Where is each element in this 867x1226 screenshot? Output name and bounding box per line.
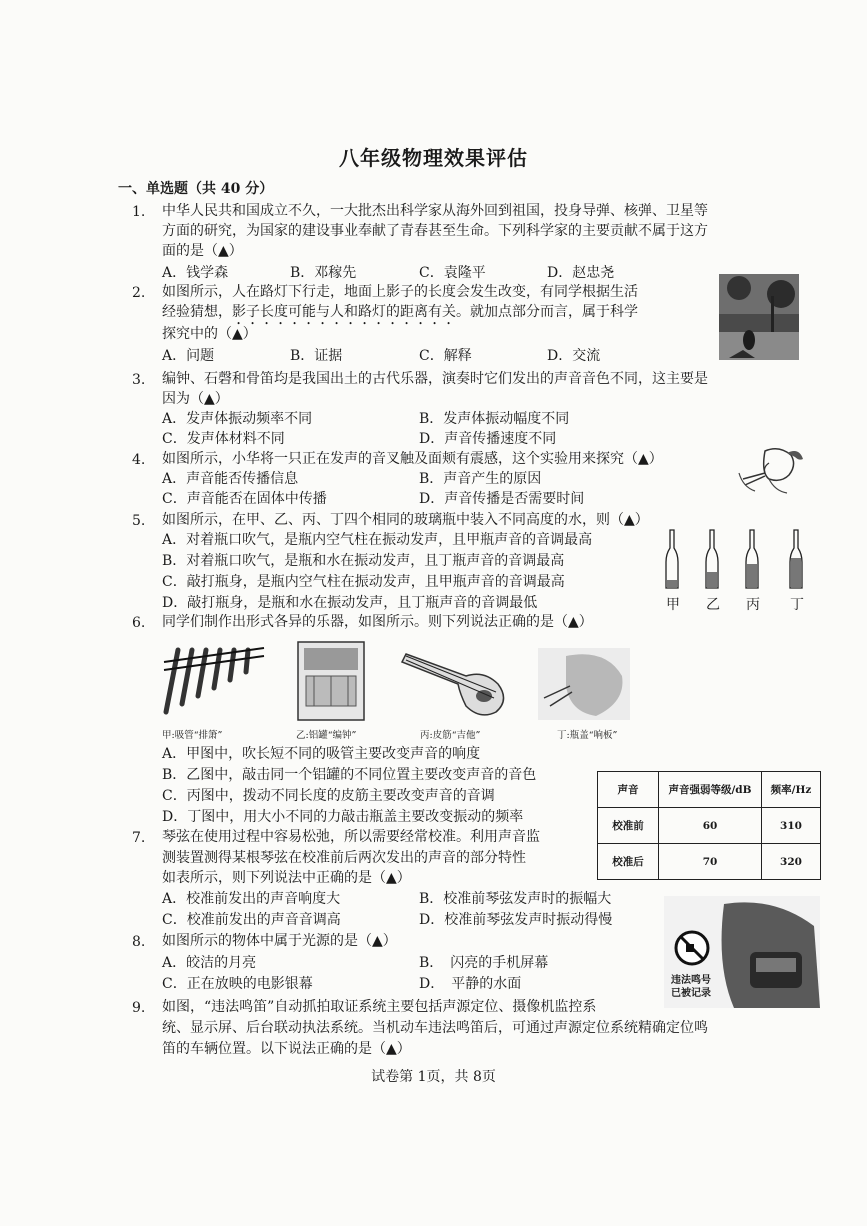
table-header: 频率/Hz	[762, 772, 821, 808]
q8-line-1: 如图所示的物体中属于光源的是（▲）	[162, 933, 397, 949]
q2-option-a: A．问题	[162, 348, 215, 364]
bottle-label-yi: 乙	[706, 597, 720, 613]
q1-line-3: 面的是（▲）	[162, 243, 243, 259]
q5-option-b: B．对着瓶口吹气，是瓶和水在振动发声，且丁瓶声音的音调最高	[162, 553, 565, 569]
q6-line-1: 同学们制作出形式各异的乐器，如图所示。则下列说法正确的是（▲）	[162, 614, 593, 630]
q7-option-d: D．校准前琴弦发声时振动得慢	[419, 912, 613, 928]
q6-number: 6.	[132, 615, 146, 631]
q8-option-a: A．皎洁的月亮	[162, 955, 257, 971]
q7-line-3: 如表所示，则下列说法中正确的是（▲）	[162, 870, 411, 886]
q2-number: 2.	[132, 285, 146, 301]
rubber-band-guitar-image	[400, 640, 512, 722]
q3-line-2: 因为（▲）	[162, 391, 229, 407]
q2-option-c: C．解释	[419, 348, 472, 364]
q7-option-c: C．校准前发出的声音音调高	[162, 912, 341, 928]
sign-text-line-2: 已被记录	[671, 988, 711, 999]
q3-line-1: 编钟、石磬和骨笛均是我国出土的古代乐器，演奏时它们发出的声音音色不同，这主要是	[162, 371, 708, 387]
q5-option-d: D．敲打瓶身，是瓶和水在振动发声，且丁瓶声音的音调最低	[162, 595, 538, 611]
q6-option-a: A．甲图中，吹长短不同的吸管主要改变声音的响度	[162, 746, 481, 762]
table-cell: 70	[659, 844, 762, 880]
q6-option-c: C．丙图中，拨动不同长度的皮筋主要改变声音的音调	[162, 788, 495, 804]
table-row	[598, 808, 821, 844]
page-footer: 试卷第 1页，共 8页	[371, 1069, 496, 1085]
table-cell: 310	[762, 808, 821, 844]
q3-number: 3.	[132, 372, 146, 388]
q6-option-d: D．丁图中，用大小不同的力敲击瓶盖主要改变振动的频率	[162, 809, 524, 825]
q3-option-d: D．声音传播速度不同	[419, 431, 557, 447]
q1-option-a: A．钱学森	[162, 265, 229, 281]
table-header-row	[598, 772, 821, 808]
q2-line-1: 如图所示，人在路灯下行走，地面上影子的长度会发生改变，有同学根据生活	[162, 284, 638, 300]
q5-line-1: 如图所示，在甲、乙、丙、丁四个相同的玻璃瓶中装入不同高度的水，则（▲）	[162, 512, 649, 528]
q4-option-b: B．声音产生的原因	[419, 471, 542, 487]
caption-jia: 甲:吸管“排箫”	[162, 730, 223, 741]
q9-line-2: 统、显示屏、后台联动执法系统。当机动车违法鸣笛后，可通过声源定位系统精确定位鸣	[162, 1020, 708, 1036]
q8-option-b: B． 闪亮的手机屏幕	[419, 955, 549, 971]
tuning-fork-face-illustration	[735, 443, 805, 495]
q5-number: 5.	[132, 513, 146, 529]
bottle-label-bing: 丙	[746, 597, 760, 613]
q1-option-c: C．袁隆平	[419, 265, 486, 281]
q7-line-1: 琴弦在使用过程中容易松弛，所以需要经常校准。利用声音监	[162, 829, 540, 845]
q3-option-c: C．发声体材料不同	[162, 431, 285, 447]
q7-line-2: 测装置测得某根琴弦在校准前后两次发出的声音的部分特性	[162, 850, 526, 866]
q5-option-a: A．对着瓶口吹气，是瓶内空气柱在振动发声，且甲瓶声音的音调最高	[162, 532, 593, 548]
q8-option-c: C．正在放映的电影银幕	[162, 976, 313, 992]
four-bottles-illustration	[658, 528, 818, 592]
can-chimes-image	[296, 640, 368, 722]
q4-option-c: C．声音能否在固体中传播	[162, 491, 327, 507]
q6-option-b: B．乙图中，敲击同一个铝罐的不同位置主要改变声音的音色	[162, 767, 537, 783]
bottle-cap-clapper-image	[536, 646, 632, 722]
q7-number: 7.	[132, 830, 146, 846]
q9-number: 9.	[132, 1000, 146, 1016]
q7-option-b: B．校准前琴弦发声时的振幅大	[419, 891, 612, 907]
q4-number: 4.	[132, 452, 146, 468]
table-cell: 校准后	[598, 844, 659, 880]
table-header: 声音强弱等级/dB	[659, 772, 762, 808]
q2-line-2-end: 。就加点部分而言，属于科学	[456, 304, 638, 320]
q5-option-c: C．敲打瓶身，是瓶内空气柱在振动发声，且甲瓶声音的音调最高	[162, 574, 565, 590]
q2-line-2-start: 经验猜想，	[162, 304, 232, 320]
q1-line-1: 中华人民共和国成立不久，一大批杰出科学家从海外回到祖国，投身导弹、核弹、卫星等	[162, 203, 708, 219]
bottle-label-jia: 甲	[666, 597, 680, 613]
q9-line-3: 笛的车辆位置。以下说法正确的是（▲）	[162, 1041, 411, 1057]
table-cell: 320	[762, 844, 821, 880]
table-cell: 校准前	[598, 808, 659, 844]
q1-line-2: 方面的研究，为国家的建设事业奉献了青春甚至生命。下列科学家的主要贡献不属于这方	[162, 223, 708, 239]
caption-bing: 丙:皮筋“吉他”	[420, 730, 481, 741]
q8-number: 8.	[132, 934, 146, 950]
straw-panpipe-image	[160, 640, 272, 720]
caption-yi: 乙:铝罐“编钟”	[296, 730, 357, 741]
q4-option-d: D．声音传播是否需要时间	[419, 491, 585, 507]
sound-data-table	[597, 771, 821, 880]
section-heading: 一、单选题（共 40 分）	[118, 181, 274, 197]
caption-ding: 丁:瓶盖“响板”	[557, 730, 618, 741]
q2-dotted-phrase: 影子长度可能与人和路灯的距离有关	[232, 304, 456, 320]
q1-number: 1.	[132, 204, 146, 220]
table-cell: 60	[659, 808, 762, 844]
q3-option-b: B．发声体振动幅度不同	[419, 411, 570, 427]
q2-option-d: D．交流	[547, 348, 601, 364]
sign-text-line-1: 违法鸣号	[671, 975, 711, 986]
page-title: 八年级物理效果评估	[339, 146, 528, 170]
q4-line-1: 如图所示，小华将一只正在发声的音叉触及面颊有震感，这个实验用来探究（▲）	[162, 451, 663, 467]
q1-option-b: B．邓稼先	[290, 265, 357, 281]
streetlight-shadow-photo	[719, 274, 799, 360]
q2-line-3: 探究中的（▲）	[162, 326, 257, 342]
q9-line-1: 如图，“违法鸣笛”自动抓拍取证系统主要包括声源定位、摄像机监控系	[162, 999, 597, 1015]
table-row	[598, 844, 821, 880]
table-header: 声音	[598, 772, 659, 808]
q1-option-d: D．赵忠尧	[547, 265, 615, 281]
q3-option-a: A．发声体振动频率不同	[162, 411, 313, 427]
q8-option-d: D． 平静的水面	[419, 976, 522, 992]
bottle-label-ding: 丁	[790, 597, 804, 613]
q2-option-b: B．证据	[290, 348, 343, 364]
q4-option-a: A．声音能否传播信息	[162, 471, 299, 487]
q7-option-a: A．校准前发出的声音响度大	[162, 891, 341, 907]
